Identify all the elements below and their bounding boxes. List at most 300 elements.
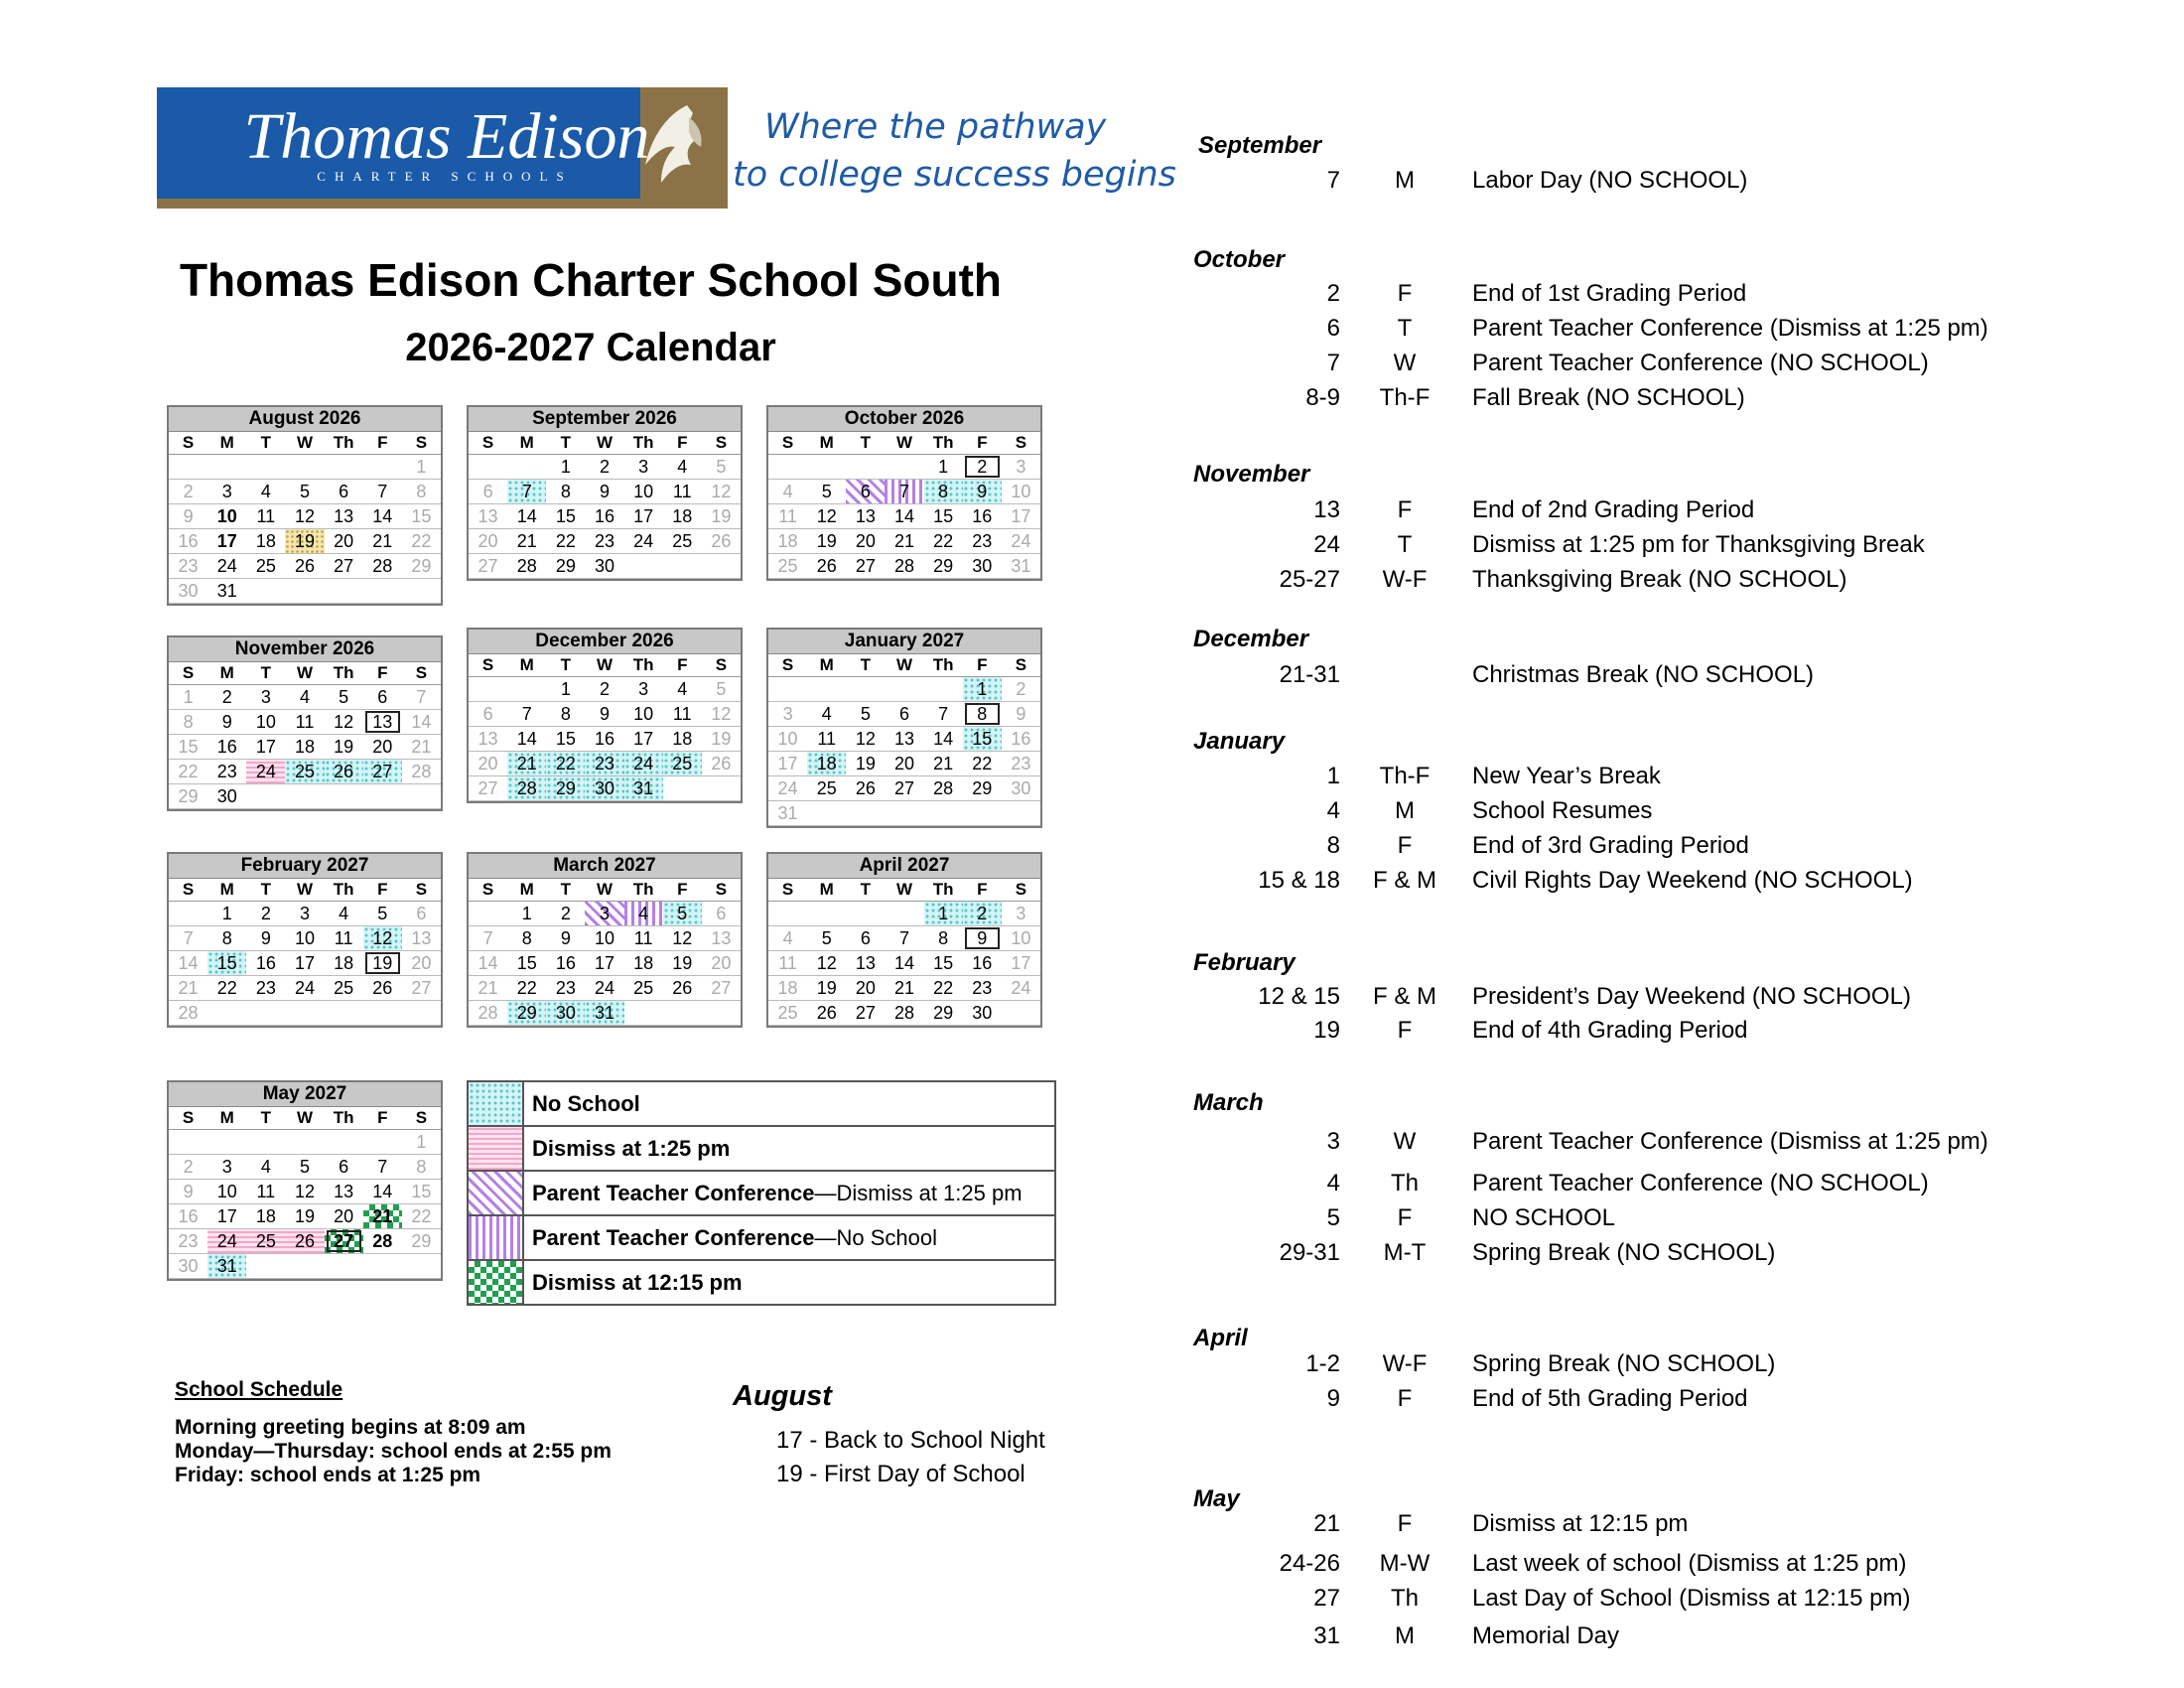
event-weekday: T — [1397, 531, 1413, 558]
day-cell: 11 — [624, 926, 663, 951]
day-cell: 28 — [469, 1001, 507, 1026]
day-cell: 3 — [1002, 455, 1040, 480]
day-header: Th — [924, 879, 963, 902]
day-cell: 19 — [285, 529, 324, 554]
event-weekday: F & M — [1373, 867, 1436, 894]
event-month-heading: December — [1193, 626, 1309, 652]
event-row — [0, 1385, 2184, 1415]
day-cell: 8 — [546, 480, 585, 504]
empty-day-cell — [207, 455, 246, 480]
day-cell: 2 — [1002, 677, 1040, 702]
day-cell: 13 — [846, 951, 885, 976]
day-cell: 2 — [169, 480, 207, 504]
day-cell: 14 — [402, 710, 441, 735]
logo-banner-stripe — [157, 199, 728, 209]
day-header: M — [207, 879, 246, 902]
day-header: Th — [325, 1107, 363, 1130]
day-cell: 3 — [585, 902, 623, 926]
event-weekday: F — [1397, 280, 1413, 307]
day-header: T — [546, 432, 585, 455]
day-cell: 14 — [169, 951, 207, 976]
day-cell: 19 — [807, 976, 846, 1001]
day-cell: 10 — [624, 702, 663, 727]
day-cell: 7 — [469, 926, 507, 951]
day-cell: 14 — [469, 951, 507, 976]
event-weekday: M — [1395, 797, 1415, 824]
day-cell: 28 — [402, 760, 441, 784]
day-cell: 25 — [285, 760, 324, 784]
event-description: President’s Day Weekend (NO SCHOOL) — [1472, 983, 1911, 1010]
day-header: F — [663, 879, 702, 902]
day-cell: 14 — [507, 727, 546, 752]
day-header: S — [1002, 432, 1040, 455]
day-cell: 24 — [624, 752, 663, 776]
day-cell: 9 — [585, 480, 623, 504]
day-header: M — [507, 879, 546, 902]
day-cell: 22 — [963, 752, 1002, 776]
event-row — [0, 566, 2184, 596]
day-cell: 30 — [169, 579, 207, 604]
event-row — [0, 1550, 2184, 1580]
day-header: T — [246, 662, 285, 685]
day-cell: 20 — [885, 752, 923, 776]
day-header: S — [169, 432, 207, 455]
day-cell: 15 — [546, 504, 585, 529]
day-cell: 7 — [507, 702, 546, 727]
day-cell: 12 — [807, 504, 846, 529]
event-month-heading: September — [1198, 132, 1322, 159]
day-cell: 8 — [546, 702, 585, 727]
month-title: January 2027 — [768, 630, 1040, 654]
day-cell: 4 — [663, 455, 702, 480]
event-date: 12 & 15 — [1258, 983, 1340, 1010]
day-header: W — [885, 432, 923, 455]
event-weekday: F — [1397, 832, 1413, 859]
event-date: 7 — [1326, 350, 1340, 376]
legend-label-bold: Parent Teacher Conference — [532, 1225, 815, 1250]
day-cell: 30 — [207, 784, 246, 809]
day-cell: 18 — [768, 529, 807, 554]
logo-subtitle: CHARTER SCHOOLS — [317, 169, 573, 184]
event-row — [0, 384, 2184, 414]
event-row — [0, 1239, 2184, 1269]
day-cell: 29 — [402, 1229, 441, 1254]
day-cell: 5 — [702, 455, 741, 480]
event-description: Spring Break (NO SCHOOL) — [1472, 1350, 1776, 1377]
day-cell: 4 — [768, 480, 807, 504]
day-header: F — [363, 432, 402, 455]
event-row — [0, 1510, 2184, 1540]
day-cell: 31 — [207, 579, 246, 604]
event-description: End of 4th Grading Period — [1472, 1017, 1748, 1044]
day-cell: 18 — [624, 951, 663, 976]
day-cell: 1 — [169, 685, 207, 710]
event-weekday: F — [1397, 1204, 1413, 1231]
day-cell: 8 — [507, 926, 546, 951]
empty-day-cell — [169, 455, 207, 480]
event-weekday: W — [1393, 350, 1417, 376]
day-cell: 1 — [402, 455, 441, 480]
day-cell: 20 — [325, 1204, 363, 1229]
day-cell: 31 — [207, 1254, 246, 1279]
legend-row — [469, 1082, 1054, 1127]
day-cell: 14 — [885, 951, 923, 976]
day-cell: 1 — [546, 455, 585, 480]
day-cell: 7 — [885, 480, 923, 504]
day-cell: 25 — [807, 776, 846, 801]
day-cell: 16 — [963, 504, 1002, 529]
day-cell: 27 — [325, 554, 363, 579]
day-cell: 25 — [768, 554, 807, 579]
month-title: November 2026 — [169, 637, 441, 662]
day-cell: 25 — [325, 976, 363, 1001]
day-cell: 3 — [207, 480, 246, 504]
event-row — [0, 867, 2184, 897]
day-cell: 31 — [1002, 554, 1040, 579]
event-row — [0, 797, 2184, 827]
day-cell: 17 — [1002, 504, 1040, 529]
event-date: 13 — [1313, 496, 1340, 523]
day-cell: 16 — [207, 735, 246, 760]
empty-day-cell — [507, 455, 546, 480]
day-cell: 20 — [702, 951, 741, 976]
day-cell: 8 — [402, 1155, 441, 1180]
day-cell: 27 — [469, 776, 507, 801]
day-header: F — [963, 654, 1002, 677]
day-cell: 6 — [702, 902, 741, 926]
day-cell: 13 — [702, 926, 741, 951]
event-date: 1-2 — [1305, 1350, 1340, 1377]
day-cell: 27 — [846, 1001, 885, 1026]
day-cell: 30 — [963, 554, 1002, 579]
day-header: S — [402, 662, 441, 685]
day-header: W — [285, 662, 324, 685]
day-cell: 29 — [924, 1001, 963, 1026]
day-cell: 6 — [363, 685, 402, 710]
day-cell: 4 — [325, 902, 363, 926]
event-description: End of 5th Grading Period — [1472, 1385, 1748, 1412]
event-date: 8-9 — [1305, 384, 1340, 411]
day-cell: 28 — [169, 1001, 207, 1026]
day-cell: 9 — [169, 1180, 207, 1204]
event-date: 27 — [1313, 1585, 1340, 1612]
day-cell: 7 — [924, 702, 963, 727]
day-cell: 25 — [768, 1001, 807, 1026]
day-header: M — [807, 432, 846, 455]
day-cell: 16 — [963, 951, 1002, 976]
day-cell: 10 — [285, 926, 324, 951]
day-header: S — [1002, 654, 1040, 677]
day-cell: 23 — [246, 976, 285, 1001]
day-header: F — [663, 432, 702, 455]
day-cell: 1 — [546, 677, 585, 702]
event-weekday: W — [1393, 1128, 1417, 1155]
day-cell: 13 — [325, 504, 363, 529]
day-cell: 15 — [963, 727, 1002, 752]
august-heading: August — [733, 1380, 832, 1412]
event-date: 25-27 — [1279, 566, 1340, 593]
day-header: S — [768, 432, 807, 455]
day-cell: 21 — [363, 529, 402, 554]
day-header: S — [702, 654, 741, 677]
event-weekday: W-F — [1382, 566, 1428, 593]
day-cell: 16 — [169, 1204, 207, 1229]
day-header: Th — [624, 432, 663, 455]
day-cell: 19 — [846, 752, 885, 776]
day-cell: 26 — [663, 976, 702, 1001]
day-header: T — [246, 879, 285, 902]
event-row — [0, 1170, 2184, 1199]
day-cell: 11 — [768, 504, 807, 529]
day-cell: 2 — [585, 677, 623, 702]
day-cell: 21 — [169, 976, 207, 1001]
month-title: October 2026 — [768, 407, 1040, 432]
day-cell: 23 — [169, 1229, 207, 1254]
day-cell: 18 — [807, 752, 846, 776]
event-weekday: W-F — [1382, 1350, 1428, 1377]
day-cell: 16 — [1002, 727, 1040, 752]
empty-day-cell — [807, 902, 846, 926]
event-description: Fall Break (NO SCHOOL) — [1472, 384, 1745, 411]
day-header: W — [885, 654, 923, 677]
day-header: S — [169, 1107, 207, 1130]
day-cell: 22 — [924, 976, 963, 1001]
day-header: T — [546, 654, 585, 677]
day-header: F — [363, 662, 402, 685]
schedule-line: Friday: school ends at 1:25 pm — [175, 1464, 481, 1486]
day-cell: 17 — [207, 1204, 246, 1229]
day-header: T — [846, 654, 885, 677]
day-cell: 3 — [207, 1155, 246, 1180]
day-cell: 1 — [402, 1130, 441, 1155]
event-date: 4 — [1326, 797, 1340, 824]
event-date: 29-31 — [1279, 1239, 1340, 1266]
day-header: T — [246, 432, 285, 455]
day-cell: 18 — [246, 529, 285, 554]
legend-swatch — [469, 1082, 524, 1125]
day-cell: 16 — [169, 529, 207, 554]
day-cell: 12 — [663, 926, 702, 951]
day-cell: 8 — [924, 926, 963, 951]
event-description: Labor Day (NO SCHOOL) — [1472, 167, 1748, 194]
event-description: Memorial Day — [1472, 1622, 1620, 1649]
day-cell: 24 — [246, 760, 285, 784]
legend-label-rest: —Dismiss at 1:25 pm — [814, 1181, 1023, 1205]
day-cell: 10 — [1002, 926, 1040, 951]
day-cell: 29 — [546, 776, 585, 801]
event-date: 1 — [1326, 763, 1340, 789]
day-cell: 4 — [663, 677, 702, 702]
day-cell: 19 — [285, 1204, 324, 1229]
day-cell: 19 — [702, 504, 741, 529]
day-cell: 15 — [924, 951, 963, 976]
event-description: School Resumes — [1472, 797, 1653, 824]
event-date: 8 — [1326, 832, 1340, 859]
day-cell: 18 — [285, 735, 324, 760]
day-cell: 17 — [624, 504, 663, 529]
day-header: T — [546, 879, 585, 902]
day-cell: 6 — [325, 1155, 363, 1180]
day-cell: 13 — [363, 710, 402, 735]
day-cell: 4 — [807, 702, 846, 727]
event-row — [0, 763, 2184, 792]
day-cell: 25 — [663, 529, 702, 554]
day-cell: 25 — [246, 554, 285, 579]
day-cell: 6 — [325, 480, 363, 504]
event-row — [0, 1350, 2184, 1380]
day-header: M — [207, 432, 246, 455]
logo-name: Thomas Edison — [243, 100, 650, 173]
day-cell: 21 — [363, 1204, 402, 1229]
day-cell: 8 — [963, 702, 1002, 727]
month-title: September 2026 — [469, 407, 741, 432]
event-month-heading: November — [1193, 461, 1310, 488]
day-cell: 5 — [846, 702, 885, 727]
event-date: 7 — [1326, 167, 1340, 194]
empty-day-cell — [768, 902, 807, 926]
day-header: S — [768, 654, 807, 677]
day-header: F — [663, 654, 702, 677]
day-header: F — [963, 879, 1002, 902]
day-cell: 30 — [585, 554, 623, 579]
day-header: T — [246, 1107, 285, 1130]
day-header: Th — [325, 879, 363, 902]
event-date: 15 & 18 — [1258, 867, 1340, 894]
day-cell: 10 — [207, 504, 246, 529]
day-cell: 21 — [507, 529, 546, 554]
day-cell: 20 — [846, 976, 885, 1001]
day-cell: 5 — [663, 902, 702, 926]
day-header: Th — [624, 879, 663, 902]
day-cell: 24 — [1002, 529, 1040, 554]
day-cell: 17 — [585, 951, 623, 976]
event-date: 24-26 — [1279, 1550, 1340, 1577]
day-header: S — [702, 879, 741, 902]
month-title: December 2026 — [469, 630, 741, 654]
day-header: S — [469, 654, 507, 677]
day-cell: 25 — [624, 976, 663, 1001]
day-cell: 9 — [169, 504, 207, 529]
event-month-heading: January — [1193, 728, 1286, 755]
day-cell: 24 — [285, 976, 324, 1001]
event-weekday: F — [1397, 1510, 1413, 1537]
event-description: Last Day of School (Dismiss at 12:15 pm) — [1472, 1585, 1911, 1612]
day-cell: 23 — [963, 529, 1002, 554]
day-cell: 21 — [885, 529, 923, 554]
day-cell: 15 — [169, 735, 207, 760]
day-cell: 22 — [546, 752, 585, 776]
event-row — [0, 167, 2184, 197]
day-cell: 11 — [246, 504, 285, 529]
event-description: Christmas Break (NO SCHOOL) — [1472, 661, 1815, 688]
day-cell: 21 — [885, 976, 923, 1001]
day-header: M — [507, 654, 546, 677]
event-row — [0, 1585, 2184, 1615]
day-cell: 12 — [325, 710, 363, 735]
event-row — [0, 315, 2184, 345]
day-cell: 28 — [363, 1229, 402, 1254]
day-header: S — [402, 432, 441, 455]
event-row — [0, 832, 2184, 862]
day-cell: 19 — [663, 951, 702, 976]
day-cell: 31 — [768, 801, 807, 826]
day-header: Th — [924, 432, 963, 455]
day-cell: 18 — [663, 727, 702, 752]
event-description: End of 2nd Grading Period — [1472, 496, 1755, 523]
day-header: W — [285, 1107, 324, 1130]
event-weekday: M — [1395, 167, 1415, 194]
day-cell: 24 — [585, 976, 623, 1001]
day-cell: 13 — [469, 727, 507, 752]
event-row — [0, 280, 2184, 310]
day-cell: 22 — [507, 976, 546, 1001]
day-cell: 17 — [1002, 951, 1040, 976]
day-cell: 21 — [507, 752, 546, 776]
day-cell: 6 — [846, 926, 885, 951]
day-cell: 20 — [363, 735, 402, 760]
event-description: Parent Teacher Conference (Dismiss at 1:25 pm) — [1472, 315, 1988, 342]
day-header: S — [768, 879, 807, 902]
event-date: 21-31 — [1279, 661, 1340, 688]
event-description: New Year’s Break — [1472, 763, 1661, 789]
day-cell: 10 — [624, 480, 663, 504]
empty-day-cell — [469, 902, 507, 926]
event-description: Dismiss at 12:15 pm — [1472, 1510, 1689, 1537]
day-cell: 26 — [325, 760, 363, 784]
day-cell: 7 — [402, 685, 441, 710]
day-cell: 9 — [963, 480, 1002, 504]
day-cell: 3 — [246, 685, 285, 710]
day-header: M — [207, 662, 246, 685]
day-cell: 27 — [325, 1229, 363, 1254]
day-header: S — [702, 432, 741, 455]
legend-label-bold: Parent Teacher Conference — [532, 1181, 815, 1205]
day-header: F — [363, 879, 402, 902]
event-description: Last week of school (Dismiss at 1:25 pm) — [1472, 1550, 1907, 1577]
day-cell: 30 — [169, 1254, 207, 1279]
month-title: March 2027 — [469, 854, 741, 879]
day-header: Th — [924, 654, 963, 677]
day-cell: 25 — [663, 752, 702, 776]
day-cell: 28 — [507, 554, 546, 579]
empty-day-cell — [768, 455, 807, 480]
day-cell: 9 — [546, 926, 585, 951]
day-cell: 28 — [924, 776, 963, 801]
day-header: T — [846, 879, 885, 902]
day-cell: 14 — [924, 727, 963, 752]
event-weekday: M-T — [1383, 1239, 1427, 1266]
day-cell: 13 — [469, 504, 507, 529]
day-cell: 7 — [363, 1155, 402, 1180]
day-header: F — [363, 1107, 402, 1130]
day-cell: 17 — [624, 727, 663, 752]
day-cell: 29 — [402, 554, 441, 579]
day-cell: 26 — [846, 776, 885, 801]
day-header: S — [1002, 879, 1040, 902]
day-cell: 26 — [807, 554, 846, 579]
empty-day-cell — [363, 455, 402, 480]
day-cell: 10 — [246, 710, 285, 735]
day-header: W — [585, 654, 623, 677]
day-cell: 27 — [846, 554, 885, 579]
day-cell: 2 — [963, 902, 1002, 926]
day-cell: 29 — [169, 784, 207, 809]
day-cell: 20 — [846, 529, 885, 554]
day-cell: 29 — [507, 1001, 546, 1026]
day-cell: 9 — [246, 926, 285, 951]
day-cell: 10 — [207, 1180, 246, 1204]
empty-day-cell — [885, 455, 923, 480]
